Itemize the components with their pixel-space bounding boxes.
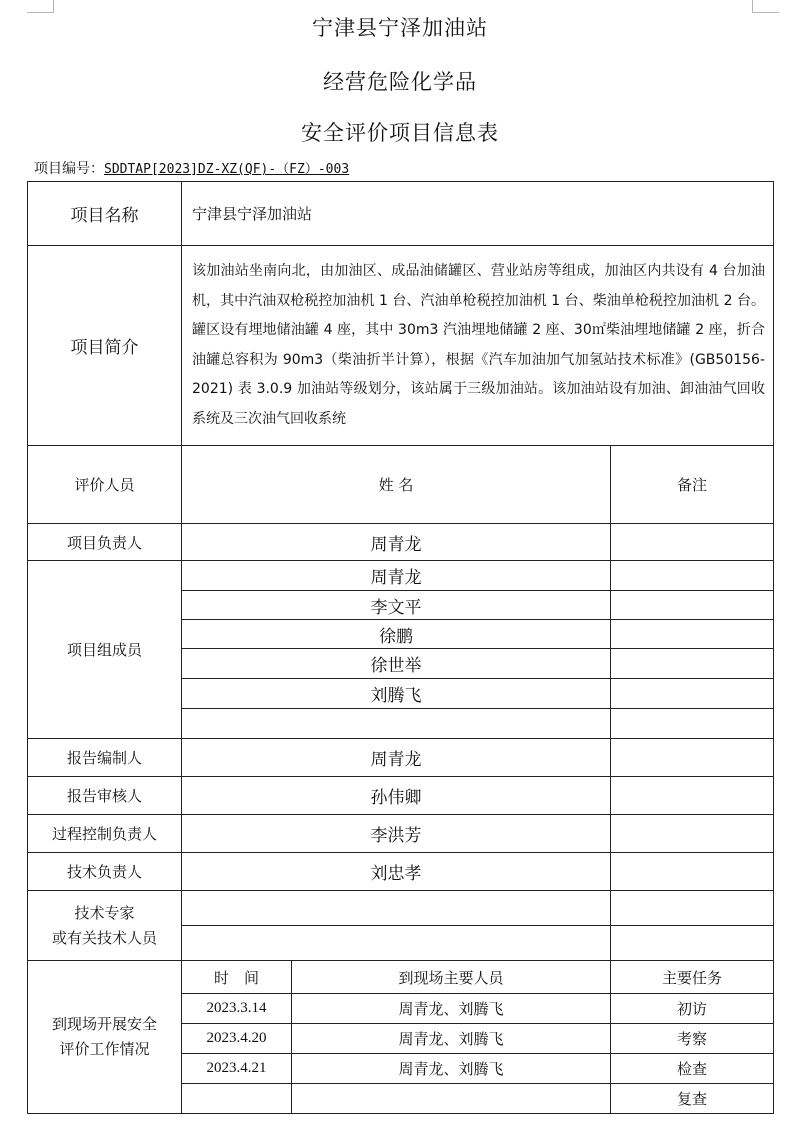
process-control-label: 过程控制负责人 — [28, 815, 182, 853]
process-control-name: 李洪芳 — [182, 815, 611, 853]
project-number-value: SDDTAP[2023]DZ-XZ(QF)-（FZ）-003 — [104, 162, 350, 177]
personnel-role-header: 评价人员 — [28, 446, 182, 524]
report-reviewer-note — [611, 777, 774, 815]
site-work-date: 2023.4.20 — [182, 1024, 292, 1054]
site-work-date — [182, 1084, 292, 1114]
row-member — [28, 561, 774, 591]
site-work-people: 周青龙、刘腾飞 — [292, 1054, 611, 1084]
site-work-people-header: 到现场主要人员 — [292, 961, 611, 994]
member-note — [611, 620, 774, 649]
tech-lead-label: 技术负责人 — [28, 853, 182, 891]
report-author-note — [611, 739, 774, 777]
project-intro-text: 该加油站坐南向北，由加油区、成品油储罐区、营业站房等组成，加油区内共设有 4 台加油机，其中汽油双枪税控加油机 1 台、汽油单枪税控加油机 1 台、柴油单枪税控加油机 2 台。罐区设有埋地储油罐 4 座，其中 30m3 汽油埋地储罐 2 座、30㎡柴油埋地储罐 2 座，折合油罐总容积为 90m3（柴油折半计算），根据《汽车加油加气加氢站技术标准》(GB50156-2021) 表 3.0.9 加油站等级划分，该站属于三级加油站。该加油站设有加油、卸油油气回收系统及三次油气回收系统 — [182, 246, 774, 446]
info-table — [27, 181, 774, 1114]
row-leader — [28, 524, 774, 561]
site-work-people: 周青龙、刘腾飞 — [292, 994, 611, 1024]
site-work-task: 检查 — [611, 1054, 774, 1084]
site-work-label-line-2: 评价工作情况 — [59, 1040, 150, 1058]
leader-name: 周青龙 — [182, 524, 611, 561]
personnel-header-row — [28, 446, 774, 524]
leader-label: 项目负责人 — [28, 524, 182, 561]
report-author-label: 报告编制人 — [28, 739, 182, 777]
site-work-date: 2023.4.21 — [182, 1054, 292, 1084]
experts-label-line-1: 技术专家 — [74, 903, 135, 922]
site-work-task-header: 主要任务 — [611, 961, 774, 994]
member-name: 刘腾飞 — [182, 679, 611, 709]
member-note — [611, 679, 774, 709]
process-control-note — [611, 815, 774, 853]
title-line-2: 经营危险化学品 — [323, 70, 477, 94]
row-project-name — [28, 182, 774, 246]
row-report-reviewer — [28, 777, 774, 815]
report-reviewer-label: 报告审核人 — [28, 777, 182, 815]
project-number — [34, 158, 349, 178]
member-note — [611, 649, 774, 679]
site-work-time-header: 时 间 — [182, 961, 292, 994]
site-work-date: 2023.3.14 — [182, 994, 292, 1024]
experts-label-line-2: 或有关技术人员 — [51, 928, 157, 947]
report-author-name: 周青龙 — [182, 739, 611, 777]
member-note — [611, 561, 774, 591]
site-work-task: 初访 — [611, 994, 774, 1024]
experts-label — [28, 891, 182, 961]
personnel-name-header: 姓 名 — [182, 446, 611, 524]
leader-note — [611, 524, 774, 561]
project-name-value: 宁津县宁泽加油站 — [182, 182, 774, 246]
member-name: 徐世举 — [182, 649, 611, 679]
experts-note — [611, 891, 774, 926]
member-name: 李文平 — [182, 591, 611, 620]
project-number-label: 项目编号： — [34, 161, 104, 177]
project-intro-label: 项目简介 — [28, 246, 182, 446]
personnel-note-header: 备注 — [611, 446, 774, 524]
member-note — [611, 709, 774, 739]
report-reviewer-name: 孙伟卿 — [182, 777, 611, 815]
member-note — [611, 591, 774, 620]
site-work-task: 考察 — [611, 1024, 774, 1054]
row-tech-lead — [28, 853, 774, 891]
experts-note — [611, 926, 774, 961]
title-line-1: 宁津县宁泽加油站 — [312, 16, 488, 40]
title-line-3: 安全评价项目信息表 — [301, 121, 499, 145]
member-name — [182, 709, 611, 739]
tech-lead-note — [611, 853, 774, 891]
experts-name — [182, 891, 611, 926]
members-label: 项目组成员 — [28, 561, 182, 739]
row-process-control — [28, 815, 774, 853]
site-work-label — [28, 961, 182, 1114]
site-work-people — [292, 1084, 611, 1114]
site-work-header-row — [28, 961, 774, 994]
site-work-label-line-1: 到现场开展安全 — [51, 1015, 157, 1033]
row-experts — [28, 891, 774, 926]
member-name: 徐鹏 — [182, 620, 611, 649]
experts-name — [182, 926, 611, 961]
tech-lead-name: 刘忠孝 — [182, 853, 611, 891]
member-name: 周青龙 — [182, 561, 611, 591]
site-work-task: 复查 — [611, 1084, 774, 1114]
project-name-label: 项目名称 — [28, 182, 182, 246]
site-work-people: 周青龙、刘腾飞 — [292, 1024, 611, 1054]
row-project-intro — [28, 246, 774, 446]
row-report-author — [28, 739, 774, 777]
